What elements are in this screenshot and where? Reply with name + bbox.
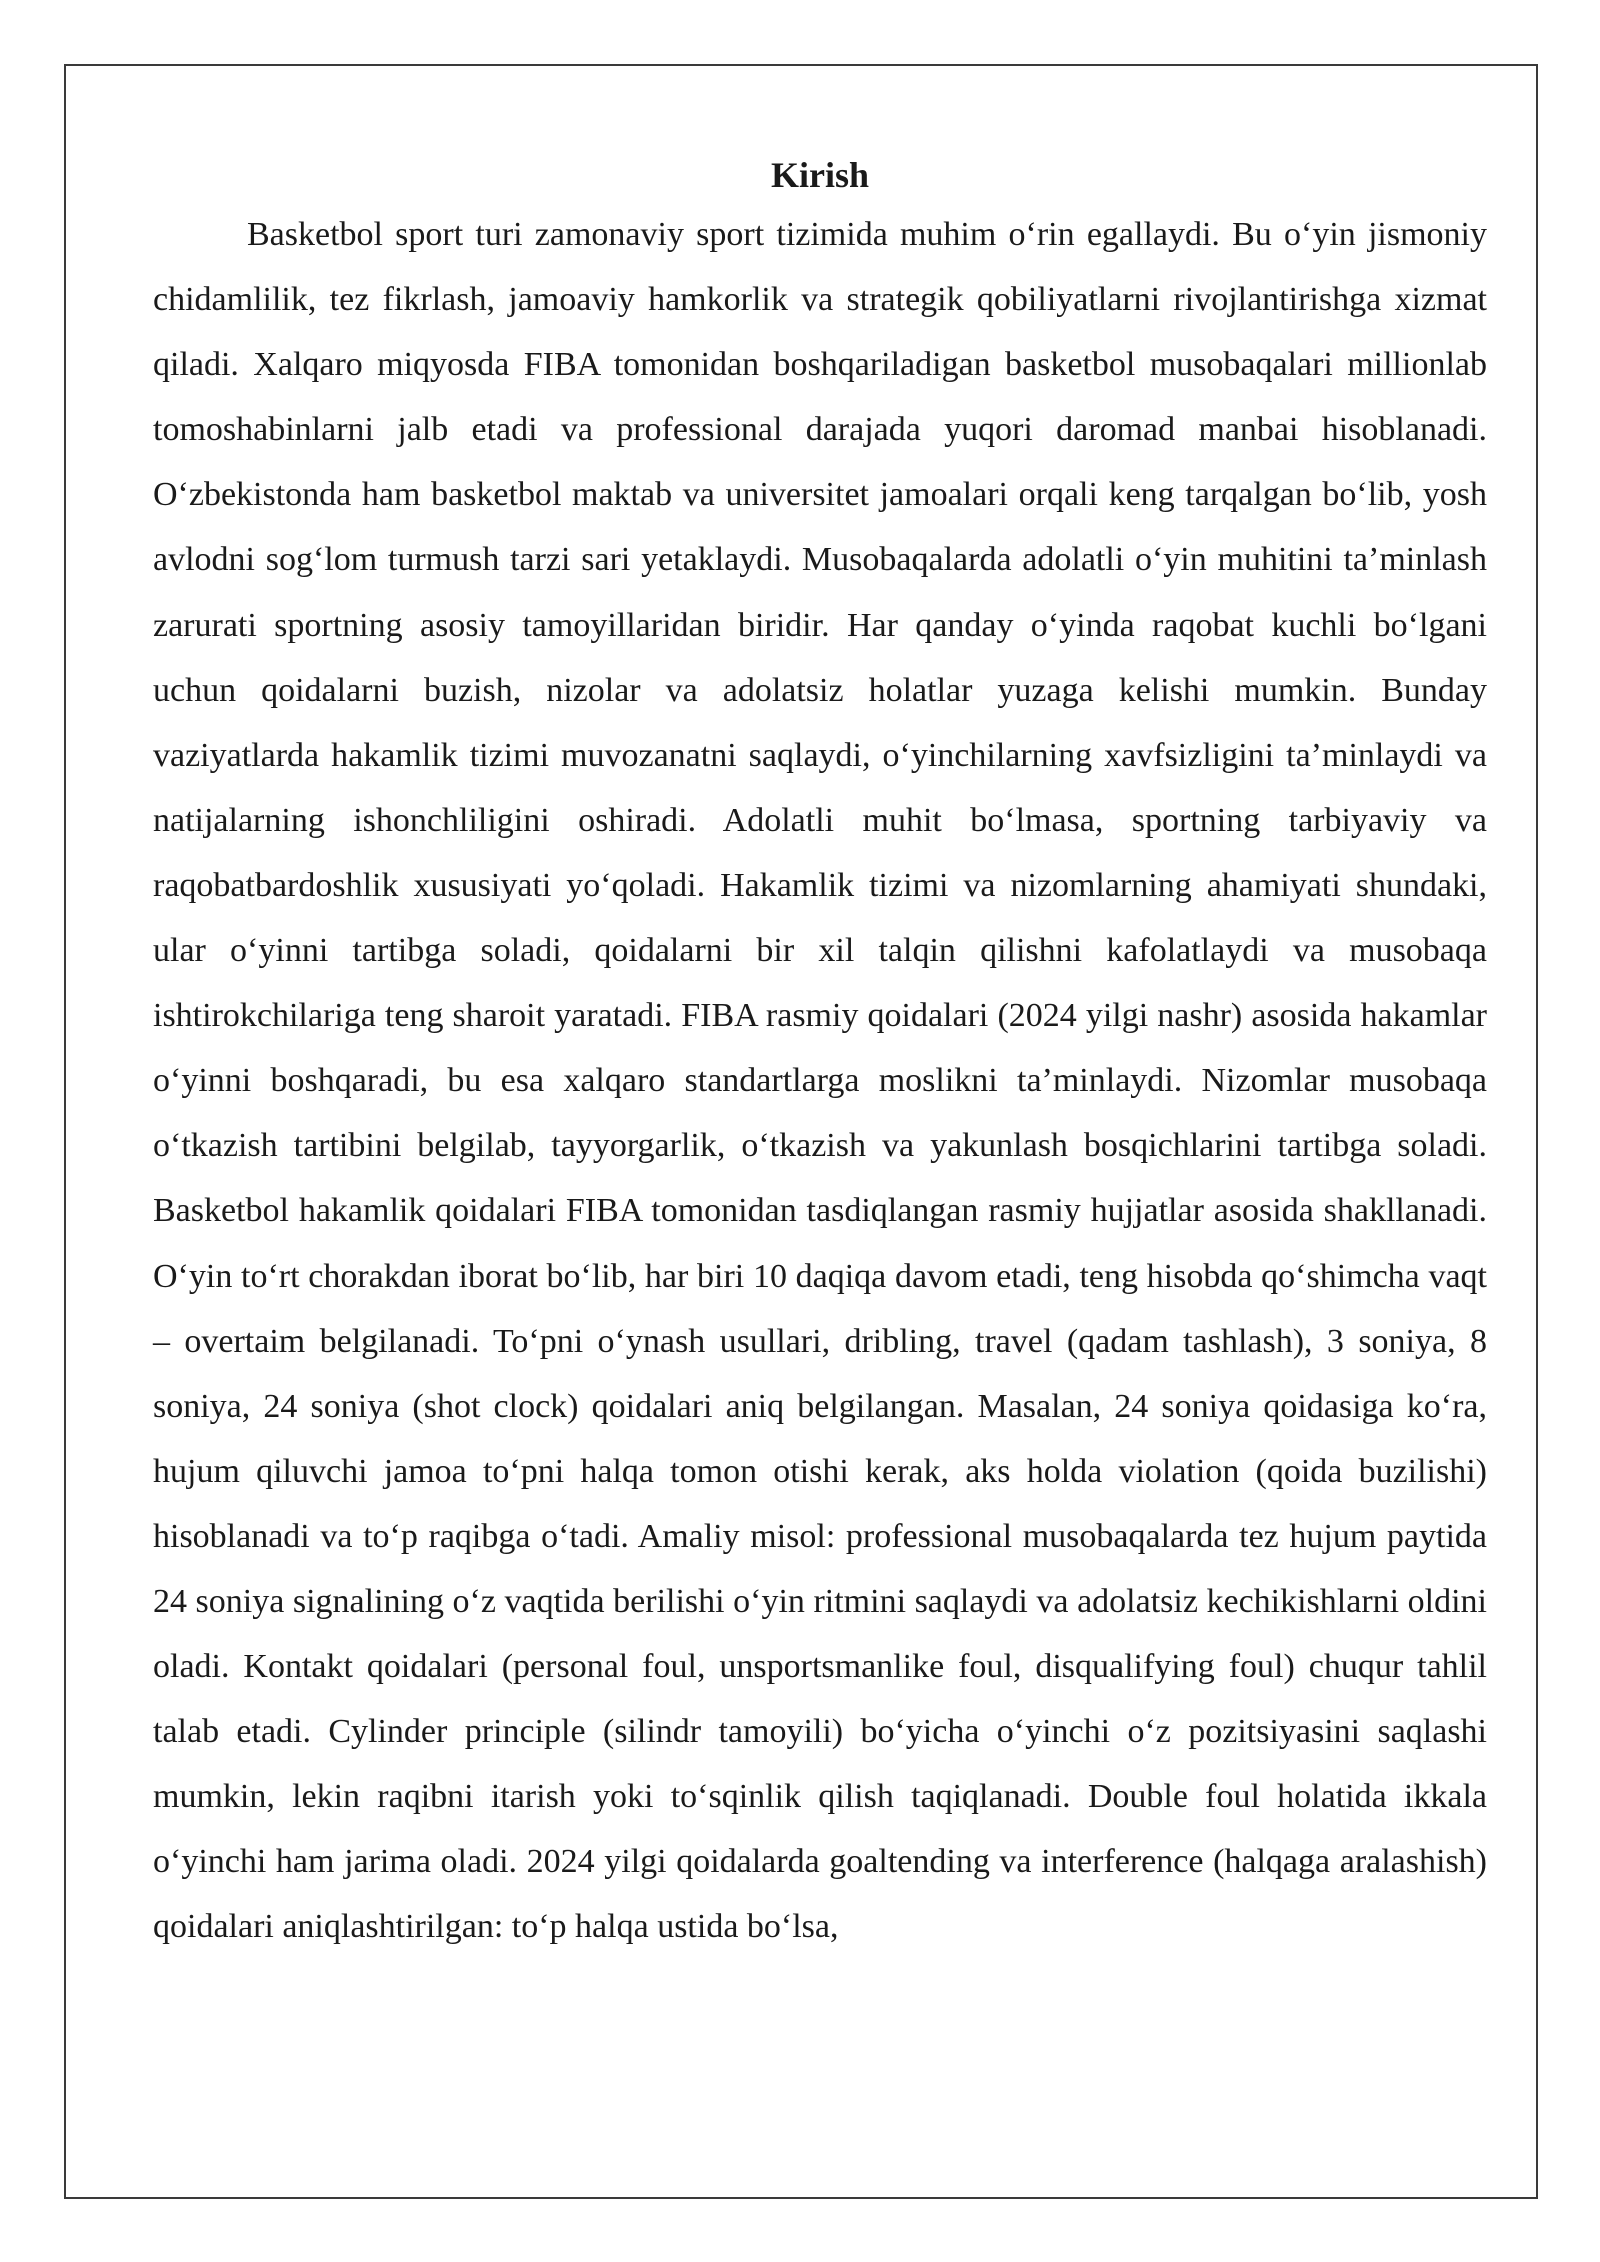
body-paragraph: Basketbol sport turi zamonaviy sport tizimida muhim o‘rin egallaydi. Bu o‘yin jismoniy chidamlilik, tez fikrlash, jamoaviy hamkorlik va strategik qobiliyatlarni rivojlantirishga xizmat qiladi. Xalqaro miqyosda FIBA tomonidan boshqariladigan basketbol musobaqalari millionlab tomoshabinlarni jalb etadi va professional darajada yuqori daromad manbai hisoblanadi. O‘zbekistonda ham basketbol maktab va universitet jamoalari orqali keng tarqalgan bo‘lib, yosh avlodni sog‘lom turmush tarzi sari yetaklaydi. Musobaqalarda adolatli o‘yin muhitini ta’minlash zarurati sportning asosiy tamoyillaridan biridir. Har qanday o‘yinda raqobat kuchli bo‘lgani uchun qoidalarni buzish, nizolar va adolatsiz holatlar yuzaga kelishi mumkin. Bunday vaziyatlarda hakamlik tizimi muvozanatni saqlaydi, o‘yinchilarning xavfsizligini ta’minlaydi va natijalarning ishonchliligini oshiradi. Adolatli muhit bo‘lmasa, sportning tarbiyaviy va raqobatbardoshlik xususiyati yo‘qoladi. Hakamlik tizimi va nizomlarning ahamiyati shundaki, ular o‘yinni tartibga soladi, qoidalarni bir xil talqin qilishni kafolatlaydi va musobaqa ishtirokchilariga teng sharoit yaratadi. FIBA rasmiy qoidalari (2024 yilgi nashr) asosida hakamlar o‘yinni boshqaradi, bu esa xalqaro standartlarga moslikni ta’minlaydi. Nizomlar musobaqa o‘tkazish tartibini belgilab, tayyorgarlik, o‘tkazish va yakunlash bosqichlarini tartibga soladi. Basketbol hakamlik qoidalari FIBA tomonidan tasdiqlangan rasmiy hujjatlar asosida shakllanadi. O‘yin to‘rt chorakdan iborat bo‘lib, har biri 10 daqiqa davom etadi, teng hisobda qo‘shimcha vaqt – overtaim belgilanadi. To‘pni o‘ynash usullari, dribling, travel (qadam tashlash), 3 soniya, 8 soniya, 24 soniya (shot clock) qoidalari aniq belgilangan. Masalan, 24 soniya qoidasiga ko‘ra, hujum qiluvchi jamoa to‘pni halqa tomon otishi kerak, aks holda violation (qoida buzilishi) hisoblanadi va to‘p raqibga o‘tadi. Amaliy misol: professional musobaqalarda tez hujum paytida 24 soniya signalining o‘z vaqtida berilishi o‘yin ritmini saqlaydi va adolatsiz kechikishlarni oldini oladi. Kontakt qoidalari (personal foul, unsportsmanlike foul, disqualifying foul) chuqur tahlil talab etadi. Cylinder principle (silindr tamoyili) bo‘yicha o‘yinchi o‘z pozitsiyasini saqlashi mumkin, lekin raqibni itarish yoki to‘sqinlik qilish taqiqlanadi. Double foul holatida ikkala o‘yinchi ham jarima oladi. 2024 yilgi qoidalarda goaltending va interference (halqaga aralashish) qoidalari aniqlashtirilgan: to‘p halqa ustida bo‘lsa, bbox=[153, 216, 1487, 1946]
document-title: Kirish bbox=[770, 155, 869, 195]
document-body bbox=[153, 148, 1487, 1960]
